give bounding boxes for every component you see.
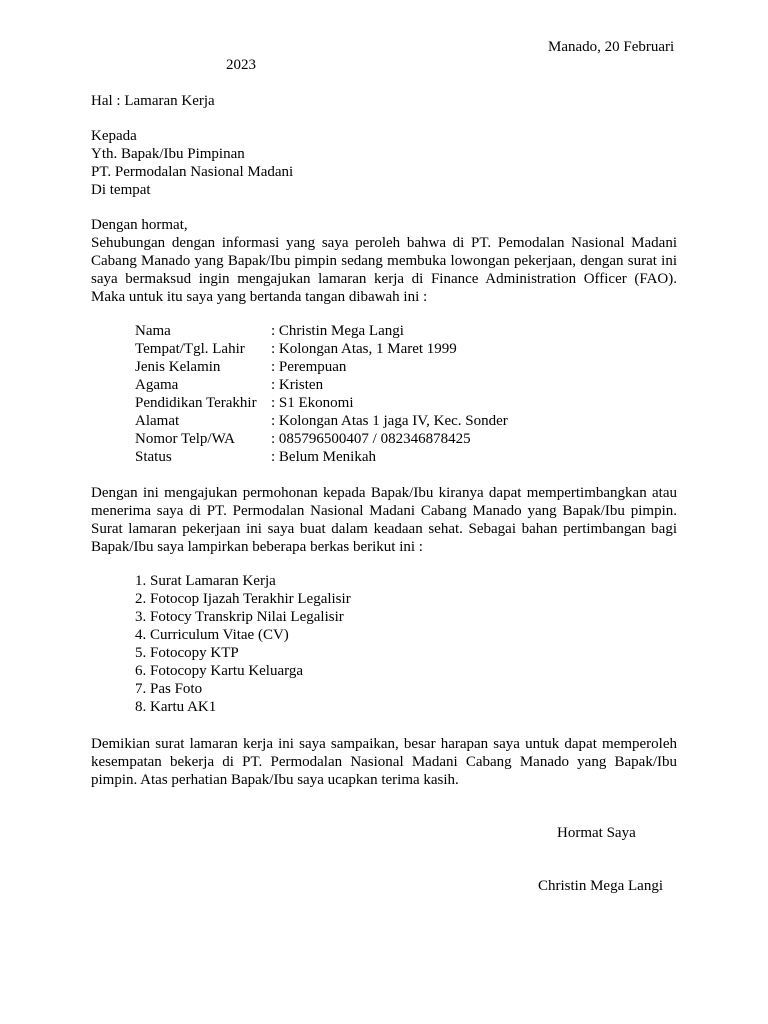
attachment-item: 1. Surat Lamaran Kerja <box>135 573 276 589</box>
biodata-row <box>135 394 508 412</box>
signature-salutation: Hormat Saya <box>557 825 636 841</box>
biodata-label: Jenis Kelamin <box>135 359 221 375</box>
biodata-row <box>135 358 508 376</box>
recipient-to: Kepada <box>91 128 137 144</box>
subject-line: Hal : Lamaran Kerja <box>91 93 215 109</box>
paragraph-line: Demikian surat lamaran kerja ini saya sampaikan, besar harapan saya untuk dapat memperoleh <box>91 736 677 752</box>
paragraph-line: kesempatan bekerja di PT. Permodalan Nasional Madani Cabang Manado yang Bapak/Ibu <box>91 754 677 770</box>
biodata-value: : Christin Mega Langi <box>271 323 404 339</box>
biodata-value: : Kristen <box>271 377 324 393</box>
biodata-label: Status <box>135 449 172 465</box>
biodata-label: Agama <box>135 377 179 393</box>
biodata-label: Alamat <box>135 413 180 429</box>
biodata-value: : Kolongan Atas, 1 Maret 1999 <box>271 341 457 357</box>
biodata-row <box>135 430 508 448</box>
biodata-value: : Perempuan <box>271 359 347 375</box>
attachment-item: 3. Fotocy Transkrip Nilai Legalisir <box>135 609 344 625</box>
paragraph-line: Sehubungan dengan informasi yang saya peroleh bahwa di PT. Pemodalan Nasional Madani <box>91 235 677 251</box>
attachment-item: 4. Curriculum Vitae (CV) <box>135 627 289 643</box>
paragraph-line: Cabang Manado yang Bapak/Ibu pimpin sedang membuka lowongan pekerjaan, dengan surat ini <box>91 253 677 269</box>
attachment-list <box>135 572 351 716</box>
biodata-table <box>135 322 508 466</box>
biodata-row <box>135 448 508 466</box>
date-line-1: Manado, 20 Februari <box>548 39 675 55</box>
biodata-row <box>135 340 508 358</box>
biodata-value: : S1 Ekonomi <box>271 395 354 411</box>
opening-paragraph <box>91 216 677 306</box>
biodata-value: : Kolongan Atas 1 jaga IV, Kec. Sonder <box>271 413 508 429</box>
biodata-row <box>135 322 508 340</box>
biodata-label: Nomor Telp/WA <box>135 431 235 447</box>
biodata-label: Pendidikan Terakhir <box>135 395 257 411</box>
biodata-value: : Belum Menikah <box>271 449 376 465</box>
attachment-item: 7. Pas Foto <box>135 681 203 697</box>
biodata-value: : 085796500407 / 082346878425 <box>271 431 471 447</box>
attachment-item: 8. Kartu AK1 <box>135 699 217 715</box>
paragraph-line: Bapak/Ibu saya lampirkan beberapa berkas berikut ini : <box>91 539 423 555</box>
recipient-line: Yth. Bapak/Ibu Pimpinan <box>91 146 245 162</box>
biodata-label: Nama <box>135 323 171 339</box>
paragraph-line: Surat lamaran pekerjaan ini saya buat dalam keadaan sehat. Sebagai bahan pertimbangan bagi <box>91 521 677 537</box>
biodata-row <box>135 412 508 430</box>
closing-paragraph <box>91 735 677 789</box>
attachment-item: 6. Fotocopy Kartu Keluarga <box>135 663 304 679</box>
paragraph-line: pimpin. Atas perhatian Bapak/Ibu saya ucapkan terima kasih. <box>91 772 459 788</box>
date-line-2: 2023 <box>226 57 256 73</box>
attachment-item: 5. Fotocopy KTP <box>135 645 239 661</box>
biodata-row <box>135 376 508 394</box>
paragraph-line: menerima saya di PT. Permodalan Nasional Madani Cabang Manado yang Bapak/Ibu pimpin. <box>91 503 677 519</box>
request-paragraph <box>91 484 677 556</box>
paragraph-line: Dengan ini mengajukan permohonan kepada Bapak/Ibu kiranya dapat mempertimbangkan atau <box>91 485 677 501</box>
signature-name: Christin Mega Langi <box>538 878 663 894</box>
recipient-block <box>91 127 677 199</box>
biodata-label: Tempat/Tgl. Lahir <box>135 341 245 357</box>
greeting: Dengan hormat, <box>91 217 188 233</box>
paragraph-line: Maka untuk itu saya yang bertanda tangan dibawah ini : <box>91 289 428 305</box>
paragraph-line: saya bermaksud ingin mengajukan lamaran kerja di Finance Administration Officer (FAO). <box>91 271 677 287</box>
recipient-line: Di tempat <box>91 182 151 198</box>
recipient-line: PT. Permodalan Nasional Madani <box>91 164 294 180</box>
attachment-item: 2. Fotocop Ijazah Terakhir Legalisir <box>135 591 351 607</box>
